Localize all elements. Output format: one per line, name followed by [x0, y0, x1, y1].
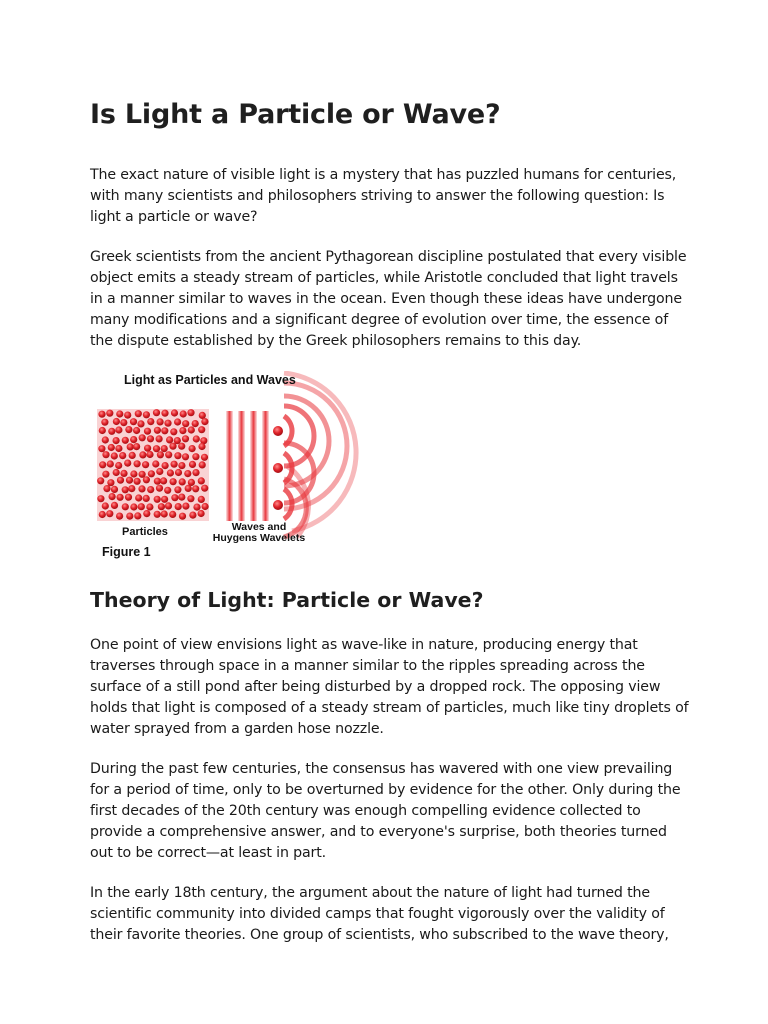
particle-dot — [108, 444, 115, 451]
particle-dot — [199, 412, 206, 419]
huygens-wavelets — [284, 373, 356, 537]
particle-dot — [174, 418, 181, 425]
particle-dot — [102, 451, 109, 458]
particle-dot — [157, 418, 164, 425]
particle-dot — [164, 420, 171, 427]
particle-dot — [188, 426, 195, 433]
article-content — [90, 96, 690, 965]
particle-dot — [116, 410, 123, 417]
particle-dot — [161, 496, 168, 503]
particle-dot — [201, 418, 208, 425]
particle-dot — [165, 502, 172, 509]
particle-dot — [187, 409, 194, 416]
particle-dot — [138, 485, 145, 492]
particle-dot — [153, 445, 160, 452]
particle-dot — [106, 410, 113, 417]
wave-band-2 — [238, 411, 245, 521]
particle-dot — [99, 427, 106, 434]
particle-dot — [185, 485, 192, 492]
particle-dot — [198, 443, 205, 450]
particle-dot — [143, 411, 150, 418]
particle-dot — [106, 510, 113, 517]
particle-dot — [154, 427, 161, 434]
particle-dot — [117, 477, 124, 484]
section-heading: Theory of Light: Particle or Wave? — [90, 588, 484, 612]
particle-dot — [125, 494, 132, 501]
particle-dot — [182, 503, 189, 510]
particle-dot — [156, 435, 163, 442]
particle-dot — [124, 460, 131, 467]
particle-dot — [130, 470, 137, 477]
particle-dot — [119, 452, 126, 459]
particle-dot — [161, 510, 168, 517]
particle-dot — [180, 410, 187, 417]
wave-band-4 — [262, 411, 269, 521]
particle-dot — [175, 503, 182, 510]
particle-dot — [97, 477, 104, 484]
particle-dot — [162, 462, 169, 469]
particle-dot — [171, 409, 178, 416]
particle-dot — [130, 503, 137, 510]
light-particles-waves-figure — [92, 371, 364, 571]
particle-dot — [102, 502, 109, 509]
particle-dot — [99, 511, 106, 518]
particle-dot — [189, 461, 196, 468]
particle-dot — [178, 443, 185, 450]
particle-dot — [137, 420, 144, 427]
particle-dot — [116, 513, 123, 520]
particle-dot — [157, 451, 164, 458]
wavelet-source-2 — [273, 463, 283, 473]
particle-dot — [111, 502, 118, 509]
particle-dot — [167, 469, 174, 476]
particle-dot — [134, 512, 141, 519]
particle-dot — [130, 436, 137, 443]
particle-dot — [178, 462, 185, 469]
particle-dot — [120, 470, 127, 477]
particles-label: Particles — [122, 526, 168, 538]
particle-dot — [158, 503, 165, 510]
particle-dot — [170, 428, 177, 435]
wave-band-3 — [250, 411, 257, 521]
wave-band-1 — [226, 411, 233, 521]
particle-dot — [139, 451, 146, 458]
particle-dot — [98, 411, 105, 418]
particle-dot — [129, 452, 136, 459]
particle-dot — [193, 504, 200, 511]
particle-dot — [102, 436, 109, 443]
particle-dot — [130, 418, 137, 425]
particle-dot — [182, 453, 189, 460]
particle-dot — [122, 486, 129, 493]
particle-dot — [146, 451, 153, 458]
particle-dot — [101, 419, 108, 426]
particle-dot — [189, 512, 196, 519]
particle-dot — [126, 477, 133, 484]
particle-dot — [115, 462, 122, 469]
particle-dot — [156, 468, 163, 475]
particle-dot — [142, 461, 149, 468]
particle-dot — [113, 418, 120, 425]
particle-dot — [154, 478, 161, 485]
particle-dot — [135, 494, 142, 501]
particle-dot — [198, 477, 205, 484]
particle-dot — [128, 485, 135, 492]
particle-dot — [165, 451, 172, 458]
particle-dot — [179, 427, 186, 434]
particle-dot — [160, 477, 167, 484]
particle-dot — [143, 476, 150, 483]
particle-dot — [133, 427, 140, 434]
intro-paragraph-2: Greek scientists from the ancient Pythagorean discipline postulated that every visible object emits a steady stream of particles, while Aristotle concluded that light travels in a manner similar to waves in the ocean. Even though these ideas have undergone many modifications and a significant degree of evolution over time, the essence of the dispute established by the Greek philosophers remains to this day. — [90, 249, 687, 349]
particle-dot — [120, 419, 127, 426]
particle-dot — [107, 479, 114, 486]
particle-dot — [135, 410, 142, 417]
particle-dot — [115, 426, 122, 433]
particle-dot — [201, 485, 208, 492]
particle-dot — [109, 493, 116, 500]
particle-dot — [154, 496, 161, 503]
particle-dot — [124, 412, 131, 419]
particle-dot — [193, 435, 200, 442]
body-paragraph-1: One point of view envisions light as wave-like in nature, producing energy that traverses through space in a manner similar to the ripples spreading across the surface of a still pond after being disturbed by a dropped rock. The opposing view holds that light is composed of a steady stream of particles, much like tiny droplets of water sprayed from a garden hose nozzle. — [90, 637, 689, 737]
particle-dot — [179, 478, 186, 485]
particle-dot — [102, 471, 109, 478]
particle-dot — [199, 461, 206, 468]
particle-dot — [122, 503, 129, 510]
particle-dot — [171, 461, 178, 468]
particle-dot — [170, 478, 177, 485]
particle-dot — [127, 443, 134, 450]
particle-dot — [169, 443, 176, 450]
particle-dot — [125, 426, 132, 433]
particle-dot — [108, 428, 115, 435]
particle-dot — [174, 486, 181, 493]
particle-dot — [133, 443, 140, 450]
particle-dot — [139, 434, 146, 441]
article-title: Is Light a Particle or Wave? — [90, 99, 501, 130]
particle-dot — [192, 469, 199, 476]
particle-dot — [111, 452, 118, 459]
particle-dot — [161, 445, 168, 452]
particle-dot — [174, 452, 181, 459]
wavelet-source-3 — [273, 500, 283, 510]
waves-label-line-1: Waves and — [231, 521, 287, 533]
particle-dot — [147, 435, 154, 442]
particle-dot — [175, 469, 182, 476]
particle-dot — [107, 460, 114, 467]
particle-dot — [154, 511, 161, 518]
particle-dot — [192, 485, 199, 492]
particle-dot — [97, 495, 104, 502]
intro-paragraph-1: The exact nature of visible light is a mystery that has puzzled humans for centuries, with many scientists and philosophers striving to answer the following question: Is light a particle or wave? — [90, 167, 677, 225]
particle-dot — [99, 461, 106, 468]
particle-dot — [169, 511, 176, 518]
waves-label-line-2: Huygens Wavelets — [212, 532, 306, 544]
particle-dot — [184, 470, 191, 477]
particle-dot — [202, 503, 209, 510]
particle-dot — [113, 469, 120, 476]
particle-dot — [144, 445, 151, 452]
particle-dot — [138, 503, 145, 510]
particle-dot — [152, 460, 159, 467]
waves-label — [207, 522, 311, 544]
particle-dot — [187, 495, 194, 502]
particle-dot — [178, 494, 185, 501]
particle-dot — [98, 445, 105, 452]
particle-dot — [147, 486, 154, 493]
particle-dot — [143, 495, 150, 502]
particle-dot — [153, 409, 160, 416]
particle-dot — [126, 513, 133, 520]
particle-dot — [164, 487, 171, 494]
particle-dot — [166, 436, 173, 443]
particle-dot — [198, 426, 205, 433]
particle-dot — [147, 418, 154, 425]
particle-dot — [198, 496, 205, 503]
particle-dot — [182, 435, 189, 442]
particle-dot — [189, 445, 196, 452]
particle-dot — [192, 420, 199, 427]
particle-dot — [115, 445, 122, 452]
body-paragraph-2: During the past few centuries, the consensus has wavered with one view prevailing for a period of time, only to be overturned by evidence for the other. Only during the first decades of the 20th century was enough compelling evidence collected to provide a comprehensive answer, and to everyone's surprise, both theories turned out to be correct—at least in part. — [90, 761, 681, 861]
particle-dot — [182, 420, 189, 427]
figure-caption: Figure 1 — [102, 545, 151, 559]
particle-dot — [192, 453, 199, 460]
particle-dot — [198, 510, 205, 517]
particle-dot — [117, 494, 124, 501]
wavelet-source-1 — [273, 426, 283, 436]
particle-dot — [113, 437, 120, 444]
particle-dot — [161, 410, 168, 417]
particle-dot — [134, 478, 141, 485]
particle-dot — [103, 485, 110, 492]
figure-title: Light as Particles and Waves — [124, 373, 296, 387]
particle-dot — [143, 510, 150, 517]
particle-dot — [171, 494, 178, 501]
particle-dot — [179, 513, 186, 520]
particle-dot — [111, 486, 118, 493]
particle-dot — [134, 460, 141, 467]
particle-dot — [201, 454, 208, 461]
particle-dot — [148, 470, 155, 477]
particle-dot — [144, 428, 151, 435]
body-paragraph-3: In the early 18th century, the argument about the nature of light had turned the scientific community into divided camps that fought vigorously over the validity of their favorite theories. One group of scientists, who subscribed to the wave theory, — [90, 885, 669, 943]
particle-dot — [146, 503, 153, 510]
particle-dot — [161, 427, 168, 434]
particle-dot — [122, 437, 129, 444]
particle-dot — [156, 485, 163, 492]
